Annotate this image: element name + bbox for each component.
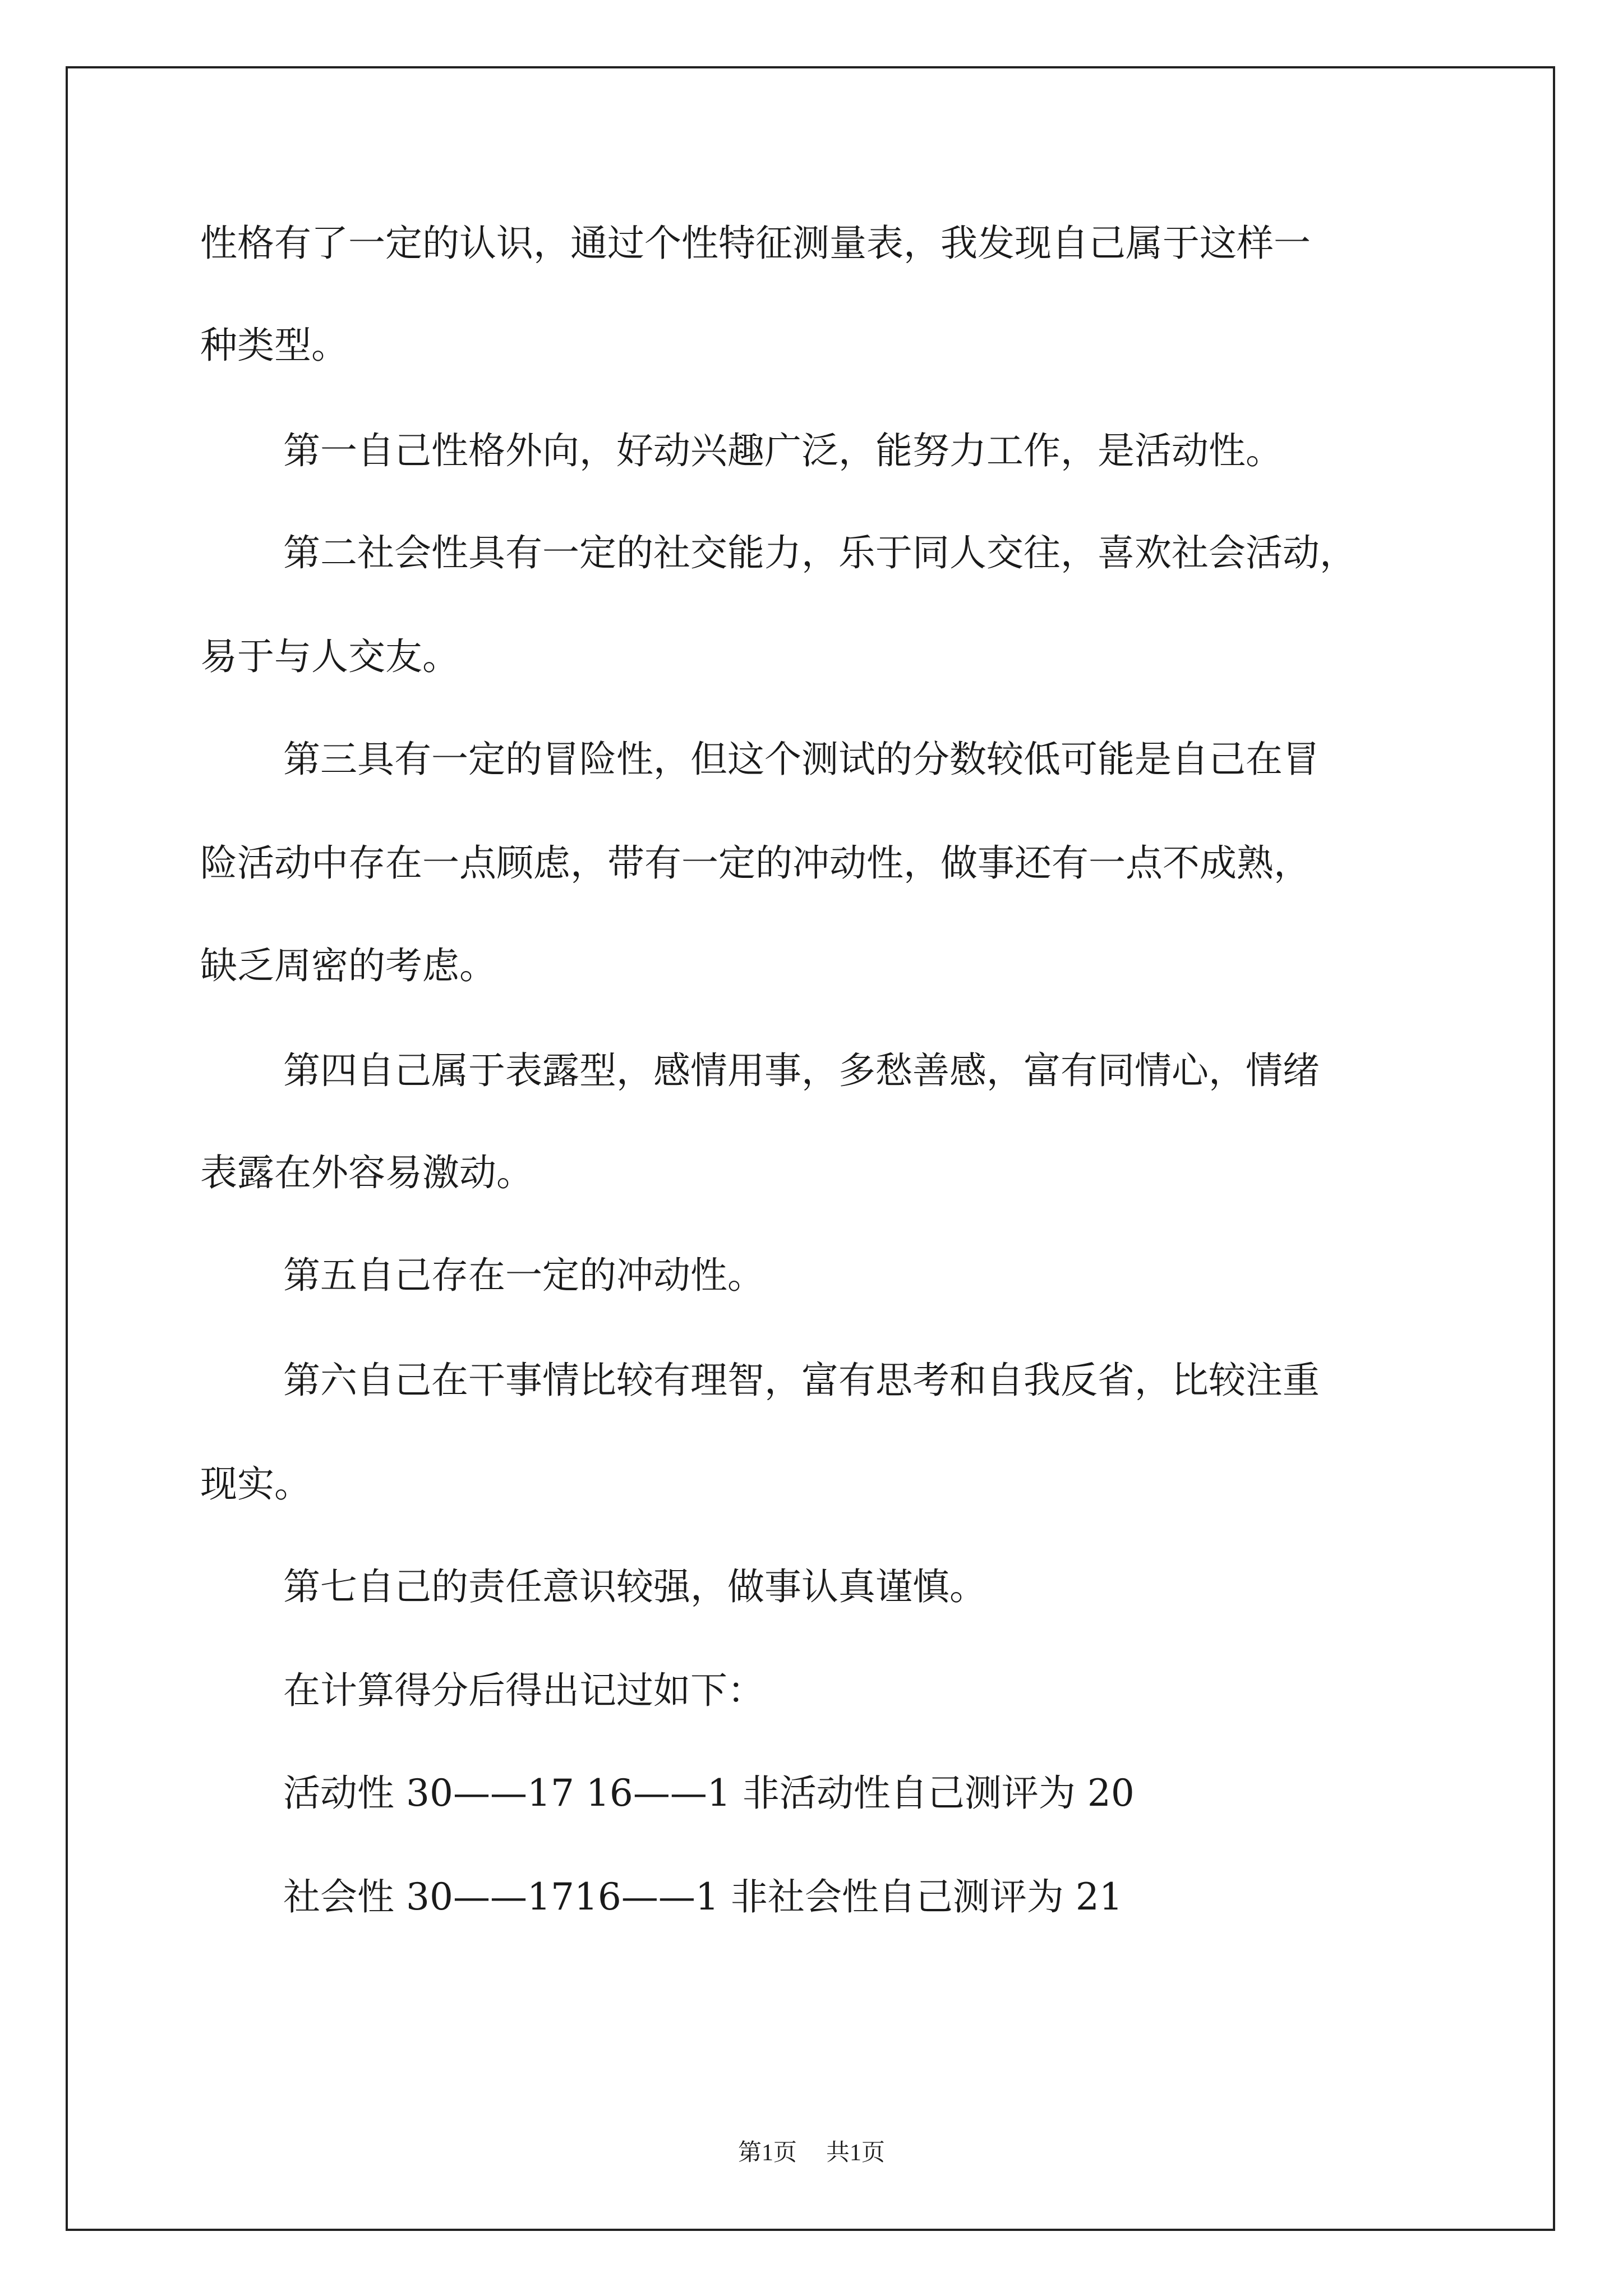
text-line: 缺乏周密的考虑。 bbox=[200, 944, 496, 987]
paragraph-first-line: 在计算得分后得出记过如下： bbox=[283, 1669, 764, 1712]
text-line: 性格有了一定的认识，通过个性特征测量表，我发现自己属于这样一 bbox=[200, 222, 1311, 265]
paragraph-first-line: 活动性 30——17 16——1 非活动性自己测评为 20 bbox=[283, 1772, 1135, 1815]
paragraph-first-line: 第一自己性格外向，好动兴趣广泛，能努力工作，是活动性。 bbox=[283, 429, 1283, 472]
paragraph-first-line: 第四自己属于表露型，感情用事，多愁善感，富有同情心，情绪 bbox=[283, 1049, 1320, 1092]
page-number: 第1页 bbox=[737, 2140, 797, 2166]
paragraph-first-line: 第七自己的责任意识较强，做事认真谨慎。 bbox=[283, 1565, 986, 1608]
text-line: 现实。 bbox=[200, 1462, 311, 1506]
text-line: 险活动中存在一点顾虑，带有一定的冲动性，做事还有一点不成熟， bbox=[200, 841, 1311, 885]
paragraph-first-line: 第五自己存在一定的冲动性。 bbox=[283, 1254, 764, 1297]
text-line: 易于与人交友。 bbox=[200, 635, 459, 678]
paragraph-first-line: 第三具有一定的冒险性，但这个测试的分数较低可能是自己在冒 bbox=[283, 738, 1320, 781]
paragraph-first-line: 社会性 30——1716——1 非社会性自己测评为 21 bbox=[283, 1875, 1123, 1918]
page-count: 共1页 bbox=[826, 2140, 886, 2166]
text-line: 表露在外容易激动。 bbox=[200, 1151, 533, 1194]
paragraph-first-line: 第二社会性具有一定的社交能力，乐于同人交往，喜欢社会活动， bbox=[283, 531, 1357, 574]
paragraph-first-line: 第六自己在干事情比较有理智，富有思考和自我反省，比较注重 bbox=[283, 1359, 1320, 1402]
page-footer bbox=[0, 2137, 1623, 2169]
text-line: 种类型。 bbox=[200, 324, 348, 367]
